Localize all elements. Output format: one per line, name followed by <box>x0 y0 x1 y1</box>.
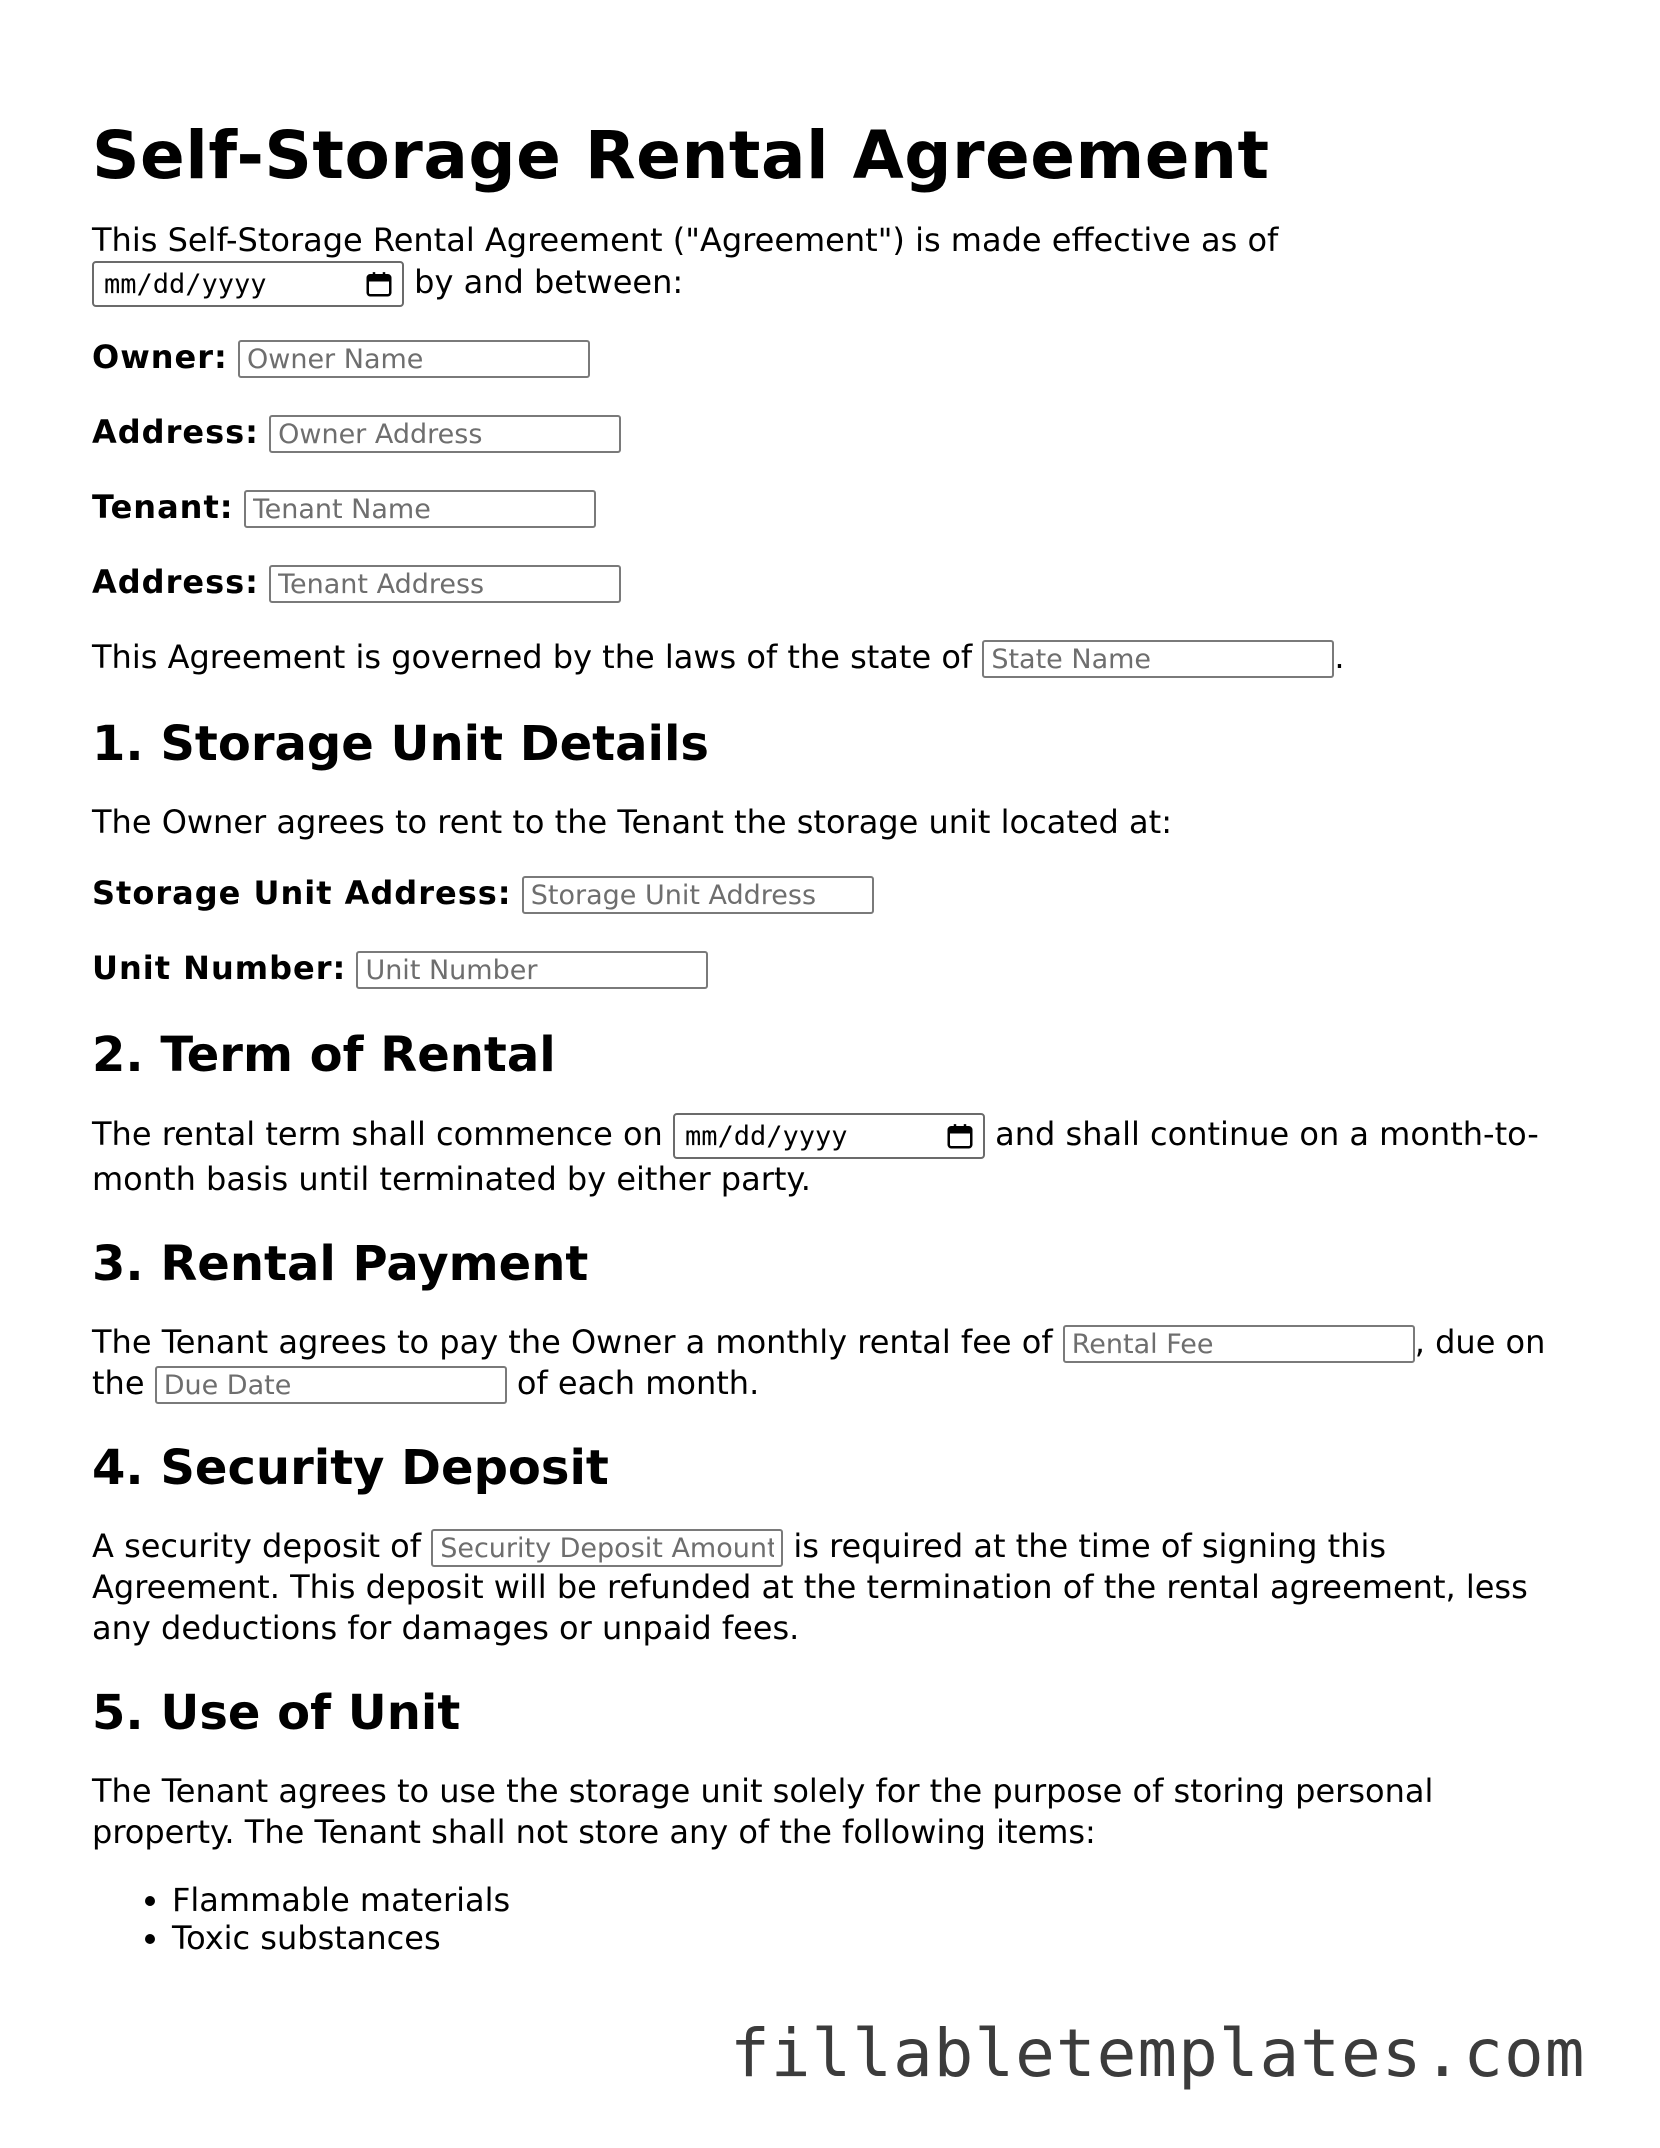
watermark: fillabletemplates.com <box>730 2015 1586 2092</box>
unit-number-input[interactable] <box>356 951 708 989</box>
rental-fee-input[interactable] <box>1063 1325 1415 1363</box>
list-item: • Toxic substances <box>172 1919 1572 1957</box>
calendar-icon[interactable] <box>364 269 394 299</box>
deposit-paragraph <box>92 1526 1572 1649</box>
section-heading-term: 2. Term of Rental <box>92 1027 556 1083</box>
payment-paragraph <box>92 1322 1572 1404</box>
intro-text-after: by and between: <box>414 263 684 301</box>
unit-number-label: Unit Number: <box>92 949 347 987</box>
intro-paragraph <box>92 220 1572 307</box>
section-heading-unit: 1. Storage Unit Details <box>92 716 709 772</box>
section-heading-deposit: 4. Security Deposit <box>92 1440 609 1496</box>
section-heading-use: 5. Use of Unit <box>92 1685 461 1741</box>
commence-date-input[interactable] <box>673 1113 985 1159</box>
unit-address-row <box>92 871 1572 916</box>
security-deposit-input[interactable] <box>431 1529 783 1567</box>
deposit-text-after: is required at the time of signing this Agreement. This deposit will be refunded at the termination of the rental agreement, less any deductions for damages or unpaid fees. <box>92 1527 1528 1647</box>
tenant-label: Tenant: <box>92 488 234 526</box>
payment-text-after: of each month. <box>516 1364 760 1402</box>
owner-name-input[interactable] <box>238 340 590 378</box>
effective-date-placeholder: mm/dd/yyyy <box>104 268 267 300</box>
owner-address-label: Address: <box>92 413 259 451</box>
list-item: • Flammable materials <box>172 1881 1572 1919</box>
due-date-input[interactable] <box>155 1366 507 1404</box>
calendar-icon[interactable] <box>945 1121 975 1151</box>
prohibited-items-list <box>92 1881 1572 1957</box>
unit-number-row <box>92 946 1572 991</box>
section-heading-payment: 3. Rental Payment <box>92 1236 589 1292</box>
tenant-address-label: Address: <box>92 563 259 601</box>
page-title: Self-Storage Rental Agreement <box>92 117 1270 194</box>
governing-law-period: . <box>1334 638 1345 676</box>
unit-address-input[interactable] <box>522 876 874 914</box>
governing-law-paragraph <box>92 635 1572 680</box>
intro-text: This Self-Storage Rental Agreement ("Agreement") is made effective as of <box>92 221 1279 259</box>
term-paragraph <box>92 1113 1572 1200</box>
owner-name-row <box>92 335 1572 380</box>
commence-date-placeholder: mm/dd/yyyy <box>684 1120 848 1152</box>
owner-address-row <box>92 410 1572 455</box>
tenant-name-input[interactable] <box>244 490 596 528</box>
deposit-text-before: A security deposit of <box>92 1527 422 1565</box>
tenant-address-row <box>92 560 1572 605</box>
effective-date-input[interactable] <box>92 261 404 307</box>
agreement-document <box>92 0 1572 1957</box>
state-name-input[interactable] <box>982 640 1334 678</box>
owner-address-input[interactable] <box>269 415 621 453</box>
unit-address-label: Storage Unit Address: <box>92 874 512 912</box>
payment-text-before: The Tenant agrees to pay the Owner a monthly rental fee of <box>92 1323 1053 1361</box>
tenant-address-input[interactable] <box>269 565 621 603</box>
governing-law-text: This Agreement is governed by the laws of the state of <box>92 638 973 676</box>
term-text-after: and shall continue on a month-to-month basis until terminated by either party. <box>92 1115 1539 1198</box>
owner-label: Owner: <box>92 338 228 376</box>
use-text: The Tenant agrees to use the storage unit solely for the purpose of storing personal property. The Tenant shall not store any of the following items: <box>92 1772 1434 1851</box>
payment-text-middle: , due on the <box>92 1323 1546 1402</box>
tenant-name-row <box>92 485 1572 530</box>
unit-text: The Owner agrees to rent to the Tenant the storage unit located at: <box>92 803 1172 841</box>
term-text-before: The rental term shall commence on <box>92 1115 663 1153</box>
